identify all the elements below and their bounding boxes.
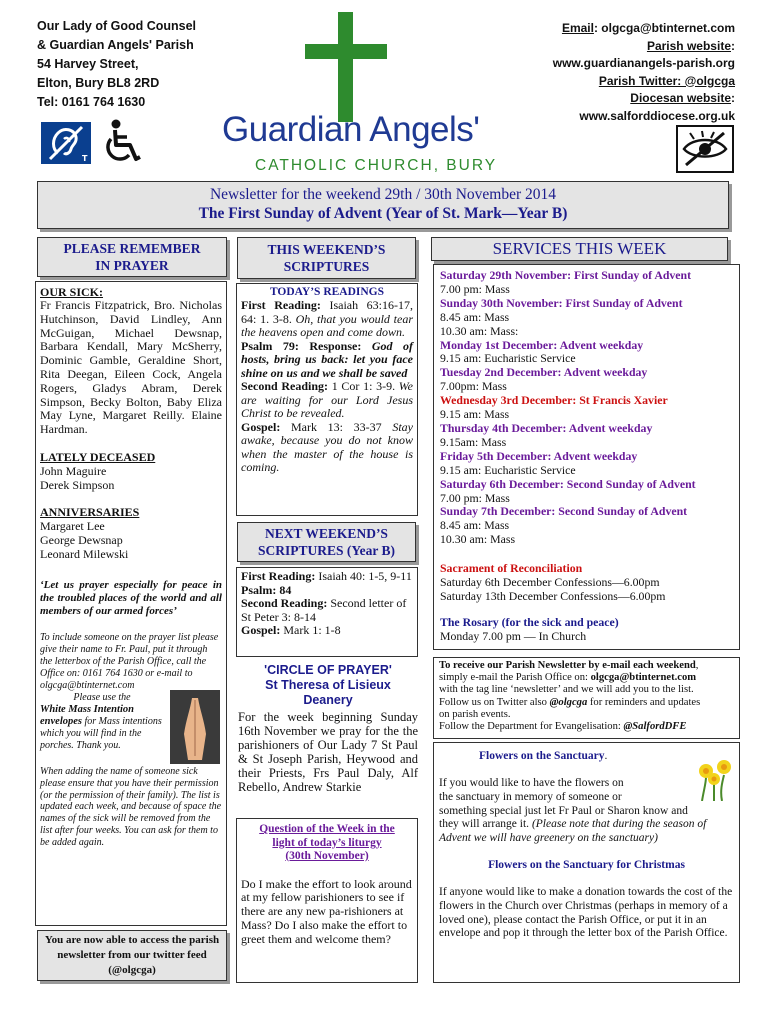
service-day-sunday-30: Sunday 30th November: First Sunday of Advent xyxy=(440,295,683,310)
service-time: 9.15 am: Eucharistic Service xyxy=(440,462,576,477)
remember-heading-line-2: IN PRAYER xyxy=(95,258,169,273)
website-colon: : xyxy=(731,38,735,53)
remember-heading-box xyxy=(37,237,227,277)
email-newsletter-box xyxy=(433,657,740,739)
service-time: 7.00 pm: Mass xyxy=(440,490,510,505)
white-mass-rest: for Mass intentions which you will find in the porches. Thank you. xyxy=(40,715,162,751)
email-box-address[interactable]: olgcga@btinternet.com xyxy=(590,672,697,684)
gospel-ref: Mark 13: 33-37 xyxy=(280,419,393,434)
twitter-handle[interactable]: Parish Twitter: @olgcga xyxy=(598,73,735,88)
next-scriptures-heading-line-1: NEXT WEEKEND’S xyxy=(265,526,388,541)
email-box-twitter[interactable]: @olgcga xyxy=(549,696,588,708)
eye-symbol-icon xyxy=(676,125,734,173)
flowers-advent-note: (Please note that during the season of Advent we will have greenery on the sanctuary) xyxy=(439,818,707,845)
diocese-colon: : xyxy=(731,91,735,105)
praying-hands-image xyxy=(170,690,220,764)
flowers-christmas-heading: Flowers on the Sanctuary for Christmas xyxy=(488,858,685,871)
our-sick-list: Fr Francis Fitzpatrick, Bro. Nicholas Hutchinson, David Lindley, Ann McGuigan, Michael Dewsnap, Barbara Kendall, Mary McSherry, Dominic Gamble, Geraldine Short, Rita Deegan, Eileen Cock, Angela Rogers, Gladys Abram, Derek Simpson, Becky Bolton, Baby Eliza May Lyne, Margaret Reilly. Elaine Hardman. xyxy=(40,298,222,437)
email-address[interactable]: : olgcga@btinternet.com xyxy=(593,21,735,35)
parish-address xyxy=(37,17,237,112)
second-reading-label: Second Reading: xyxy=(241,379,329,393)
email-box-dfe-handle[interactable]: @SalfordDFE xyxy=(623,721,687,733)
second-reading-quote: We are waiting for our Lord Jesus Christ to be revealed. xyxy=(241,379,413,420)
rosary-time: Monday 7.00 pm — In Church xyxy=(440,629,587,644)
question-title-line-2: light of today’s liturgy xyxy=(272,836,382,849)
service-day-tuesday-2: Tuesday 2nd December: Advent weekday xyxy=(440,365,648,380)
circle-of-prayer xyxy=(238,663,418,794)
church-logo-subtitle: CATHOLIC CHURCH, BURY xyxy=(255,157,498,174)
service-time: 10.30 am: Mass xyxy=(440,532,516,547)
banner-date-line: Newsletter for the weekend 29th / 30th November 2014 xyxy=(209,186,557,203)
banner-sunday-title: The First Sunday of Advent (Year of St. Mark—Year B) xyxy=(198,205,568,222)
email-box-line-4a: Follow us on Twitter also xyxy=(439,696,550,708)
twitter-feed-text: You are now able to access the parish newsletter from our twitter feed (@olgcga) xyxy=(44,934,220,976)
service-time: 9.15 am: Eucharistic Service xyxy=(440,351,576,366)
lately-deceased-heading: LATELY DECEASED xyxy=(40,449,156,464)
circle-title-line-1: 'CIRCLE OF PRAYER' xyxy=(264,663,392,677)
next-scriptures-heading-line-2: SCRIPTURES (Year B) xyxy=(257,543,395,558)
anniversary-3: Leonard Milewski xyxy=(40,546,129,561)
svg-text:T: T xyxy=(82,154,88,163)
email-box-title-tail: , xyxy=(695,660,699,671)
reconciliation-heading: Sacrament of Reconciliation xyxy=(440,561,583,576)
cross-icon xyxy=(305,12,387,122)
next-second-reading-ref: Second letter of St Peter 3: 8-14 xyxy=(241,596,407,624)
anniversaries-heading: ANNIVERSARIES xyxy=(40,504,140,519)
email-box-line-6a: Follow the Department for Evangelisation: xyxy=(439,721,624,733)
services-list xyxy=(440,269,733,547)
our-sick-heading: OUR SICK: xyxy=(40,285,104,299)
diocese-url[interactable]: www.salforddiocese.org.uk xyxy=(579,108,735,123)
service-time: 8.45 am: Mass xyxy=(440,518,510,533)
daffodil-image xyxy=(692,753,738,801)
scriptures-heading-line-2: SCRIPTURES xyxy=(283,259,370,274)
parish-name-line-1: Our Lady of Good Counsel xyxy=(37,19,197,33)
prayer-list-note: To include someone on the prayer list please give their name to Fr. Paul, put it through the letterbox of the Parish Office, call the Office on: 0161 764 1630 or e-mail to olgcga@btinternet.com xyxy=(40,631,219,691)
next-first-reading-ref: Isaiah 40: 1-5, 9-11 xyxy=(315,569,412,583)
first-reading-label: First Reading: xyxy=(241,298,321,312)
second-reading-ref: 1 Cor 1: 3-9. xyxy=(328,379,399,393)
first-reading-ref: Isaiah 63:16-17, 64: 1. 3-8. xyxy=(241,298,413,326)
service-day-thursday-4: Thursday 4th December: Advent weekday xyxy=(440,420,653,435)
todays-readings-panel xyxy=(236,283,418,516)
email-box-line-3: with the tag line ‘newsletter’ and we will add you to the list. xyxy=(439,684,694,696)
circle-text: For the week beginning Sunday 16th November we pray for the the parishioners of Our Lady 7 St Paul & St Joseph Parish, Heywood and their Priests, Frs Paul Daly, Alf Rebello, Andrew Starkie xyxy=(238,710,418,794)
email-box-line-5: on parish events. xyxy=(439,708,511,720)
psalm-label: Psalm 79: Response: xyxy=(241,338,372,353)
website-label: Parish website xyxy=(646,38,731,53)
newsletter-banner xyxy=(37,181,729,229)
first-reading xyxy=(241,299,413,340)
todays-readings-title: TODAY’S READINGS xyxy=(269,286,385,298)
service-time: 7.00 pm: Mass xyxy=(440,281,510,296)
service-time: 10.30 am: Mass: xyxy=(440,323,519,338)
first-reading-quote: Oh, that you would tear the heavens open and come down. xyxy=(241,311,413,339)
anniversary-2: George Dewsnap xyxy=(40,532,123,547)
diocese-label: Diocesan website xyxy=(630,91,731,105)
sick-permission-note: When adding the name of someone sick please ensure that you have their permission (or the permission of their family). The list is updated each week, and because of space the names of the sick will be removed from the list after four weeks. You can ask for them to be added again. xyxy=(40,765,222,848)
flowers-paragraph-1 xyxy=(439,777,734,846)
flowers-panel xyxy=(433,742,740,983)
website-url[interactable]: www.guardianangels-parish.org xyxy=(552,56,735,70)
flowers-heading-text: Flowers on the Sanctuary xyxy=(479,750,605,762)
question-title-line-1: Question of the Week in the xyxy=(259,823,395,835)
remember-panel xyxy=(35,281,227,926)
next-gospel xyxy=(241,624,413,638)
flowers-line-1: If you would like to have the flowers on xyxy=(439,777,624,789)
remember-heading-line-1: PLEASE REMEMBER xyxy=(63,241,201,256)
next-readings-panel xyxy=(236,567,418,657)
anniversary-1: Margaret Lee xyxy=(40,518,105,533)
services-panel xyxy=(433,264,740,650)
flowers-paragraph-2: If anyone would like to make a donation towards the cost of the flowers in the Church over Christmas (perhaps in memory of a loved one), please contact the Parish Office, or put it in an envelope and pop it through the letter box of the Parish Office. xyxy=(439,885,733,940)
service-time: 9.15 am: Mass xyxy=(440,407,510,422)
question-text: Do I make the effort to look around at my fellow parishioners to see if there are any new pa-rishioners at Mass? Do I also make the effort to greet them and welcome them? xyxy=(241,876,412,946)
psalm-response: God of hosts, bring us back: let you face shine on us and we shall be saved xyxy=(241,338,413,380)
email-box-line-2a: simply e-mail the Parish Office on: xyxy=(439,672,591,684)
psalm xyxy=(241,340,413,381)
services-heading: SERVICES THIS WEEK xyxy=(492,239,667,258)
deceased-2: Derek Simpson xyxy=(40,477,115,492)
email-box-line-4c: for reminders and updates xyxy=(587,696,701,708)
next-gospel-ref: Mark 1: 1-8 xyxy=(280,623,341,637)
next-second-reading-label: Second Reading: xyxy=(241,596,328,610)
next-first-reading xyxy=(241,570,413,584)
email-box-title: To receive our Parish Newsletter by e-mail each weekend xyxy=(439,660,696,671)
service-day-monday-1: Monday 1st December: Advent weekday xyxy=(440,337,644,352)
gospel xyxy=(241,421,413,475)
rosary-heading: The Rosary (for the sick and peace) xyxy=(440,615,619,630)
services-heading-box xyxy=(431,237,728,261)
email-label: Email xyxy=(561,21,594,35)
scriptures-heading-line-1: THIS WEEKEND’S xyxy=(267,242,386,257)
flowers-line-4: they will arrange it. xyxy=(439,818,532,831)
service-time: 8.45 am: Mass xyxy=(440,309,510,324)
hearing-loop-icon xyxy=(38,119,94,167)
question-title-line-3: (30th November) xyxy=(285,850,369,862)
service-day-wednesday-3: Wednesday 3rd December: St Francis Xavier xyxy=(440,393,668,408)
peace-prayer: ‘Let us prayer especially for peace in the troubled places of the world and all members of our armed forces’ xyxy=(40,578,222,617)
white-mass-intro: Please use the xyxy=(73,691,131,703)
service-day-friday-5: Friday 5th December: Advent weekday xyxy=(440,448,638,463)
next-psalm: Psalm: 84 xyxy=(241,582,292,597)
second-reading xyxy=(241,380,413,421)
next-scriptures-heading-box xyxy=(237,522,416,562)
contact-info xyxy=(480,20,735,125)
next-second-reading xyxy=(241,597,413,624)
flowers-line-3: something special just let Fr Paul or Sharon know and xyxy=(439,804,688,817)
service-time: 9.15am: Mass xyxy=(440,434,507,449)
white-mass-title: White Mass Intention envelopes xyxy=(40,703,134,727)
service-day-sunday-7: Sunday 7th December: Second Sunday of Advent xyxy=(440,504,688,519)
circle-title-line-3: Deanery xyxy=(303,693,353,707)
deceased-1: John Maguire xyxy=(40,463,107,478)
reconciliation-2: Saturday 13th December Confessions—6.00pm xyxy=(440,589,666,604)
gospel-quote: Stay awake, because you do not know when the master of the house is coming. xyxy=(241,419,413,474)
address-town: Elton, Bury BL8 2RD xyxy=(37,76,160,90)
next-first-reading-label: First Reading: xyxy=(241,569,316,583)
flowers-line-2: the sanctuary in memory of someone or xyxy=(439,790,622,803)
twitter-feed-box xyxy=(37,930,227,981)
circle-title-line-2: St Theresa of Lisieux xyxy=(265,678,391,692)
service-day-saturday-29: Saturday 29th November: First Sunday of Advent xyxy=(440,268,692,282)
wheelchair-icon xyxy=(100,117,148,167)
parish-name-line-2: & Guardian Angels' Parish xyxy=(37,38,194,52)
reconciliation-1: Saturday 6th December Confessions—6.00pm xyxy=(440,575,660,590)
white-mass-note xyxy=(40,692,164,752)
service-time: 7.00pm: Mass xyxy=(440,379,507,394)
church-logo-title: Guardian Angels' xyxy=(222,110,480,149)
question-of-week-panel xyxy=(236,818,418,983)
next-gospel-label: Gospel: xyxy=(241,623,281,637)
flowers-heading-tail: . xyxy=(604,750,608,762)
gospel-label: Gospel: xyxy=(241,419,281,434)
address-street: 54 Harvey Street, xyxy=(37,57,139,71)
service-day-saturday-6: Saturday 6th December: Second Sunday of Advent xyxy=(440,476,696,491)
telephone: Tel: 0161 764 1630 xyxy=(37,95,146,109)
scriptures-heading-box xyxy=(237,237,416,279)
